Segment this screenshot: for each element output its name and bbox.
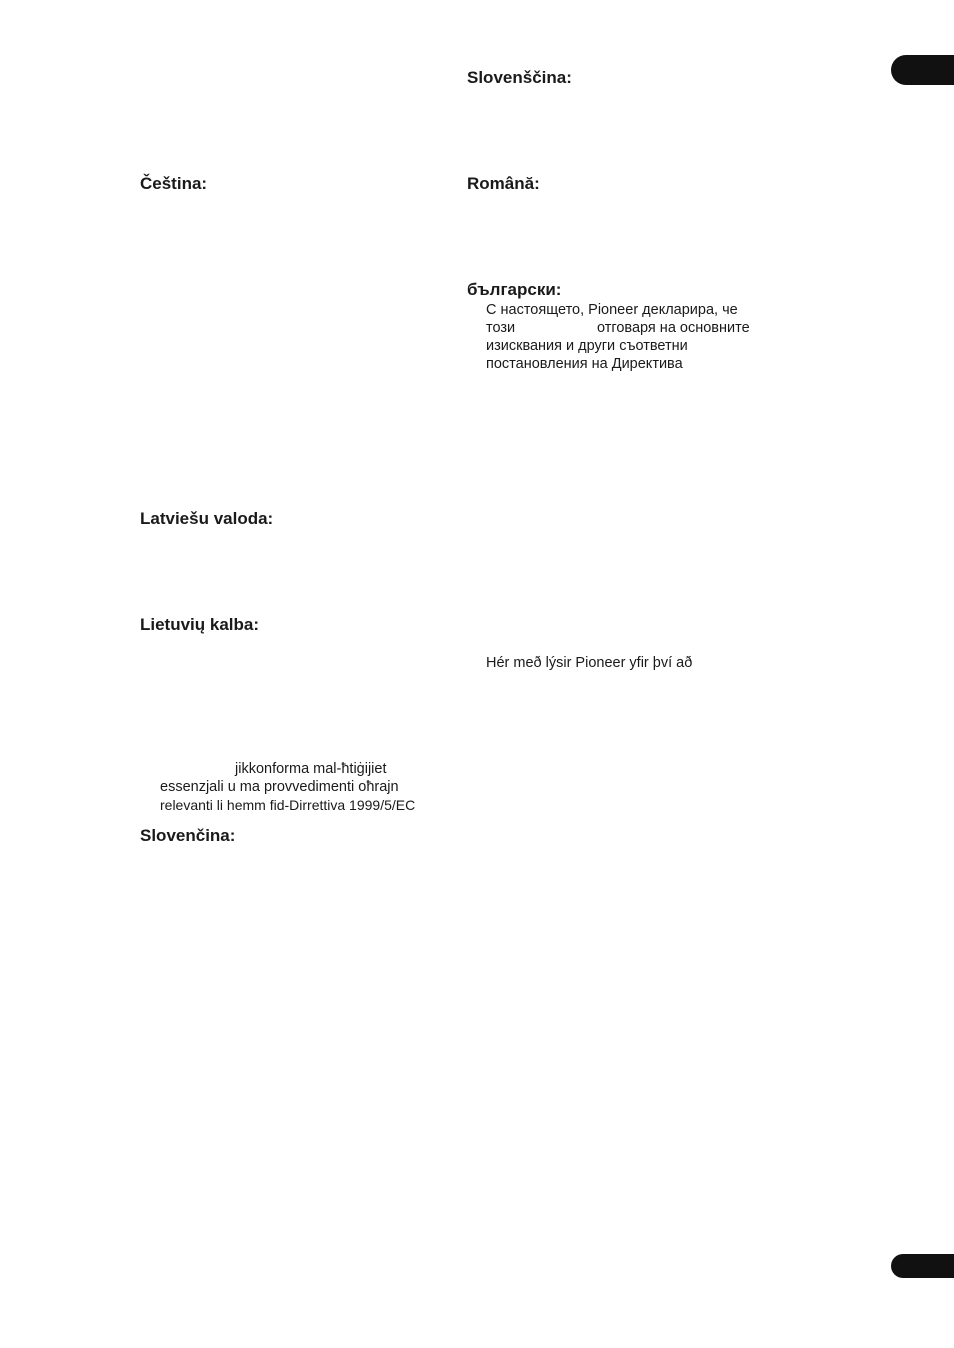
bulgarski-line-2b: отговаря на основните [597,320,750,336]
islenska-line-1: Hér með lýsir Pioneer yfir því að [486,655,693,671]
edge-tab-bottom [891,1254,954,1278]
heading-lietuviu: Lietuvių kalba: [140,615,260,634]
edge-tab-top [891,55,954,85]
heading-cestina: Čeština: [140,174,208,193]
bulgarski-line-3: изисквания и други съответни [486,338,688,354]
malti-line-1: jikkonforma mal-ħtiġijiet [235,761,387,777]
heading-latviesu: Latviešu valoda: [140,509,274,528]
heading-slovenscina: Slovenščina: [467,68,572,87]
malti-line-2: essenzjali u ma provvedimenti oħrajn [160,779,399,795]
heading-slovencina: Slovenčina: [140,826,236,845]
malti-line-3: relevanti li hemm fid-Dirrettiva 1999/5/EC [160,797,416,813]
bulgarski-line-1: С настоящето, Pioneer декларира, че [486,302,738,318]
bulgarski-line-4: постановления на Директива [486,356,683,372]
heading-bulgarski: български: [467,280,562,299]
bulgarski-line-2a: този [486,320,516,336]
heading-romana: Română: [467,174,540,193]
